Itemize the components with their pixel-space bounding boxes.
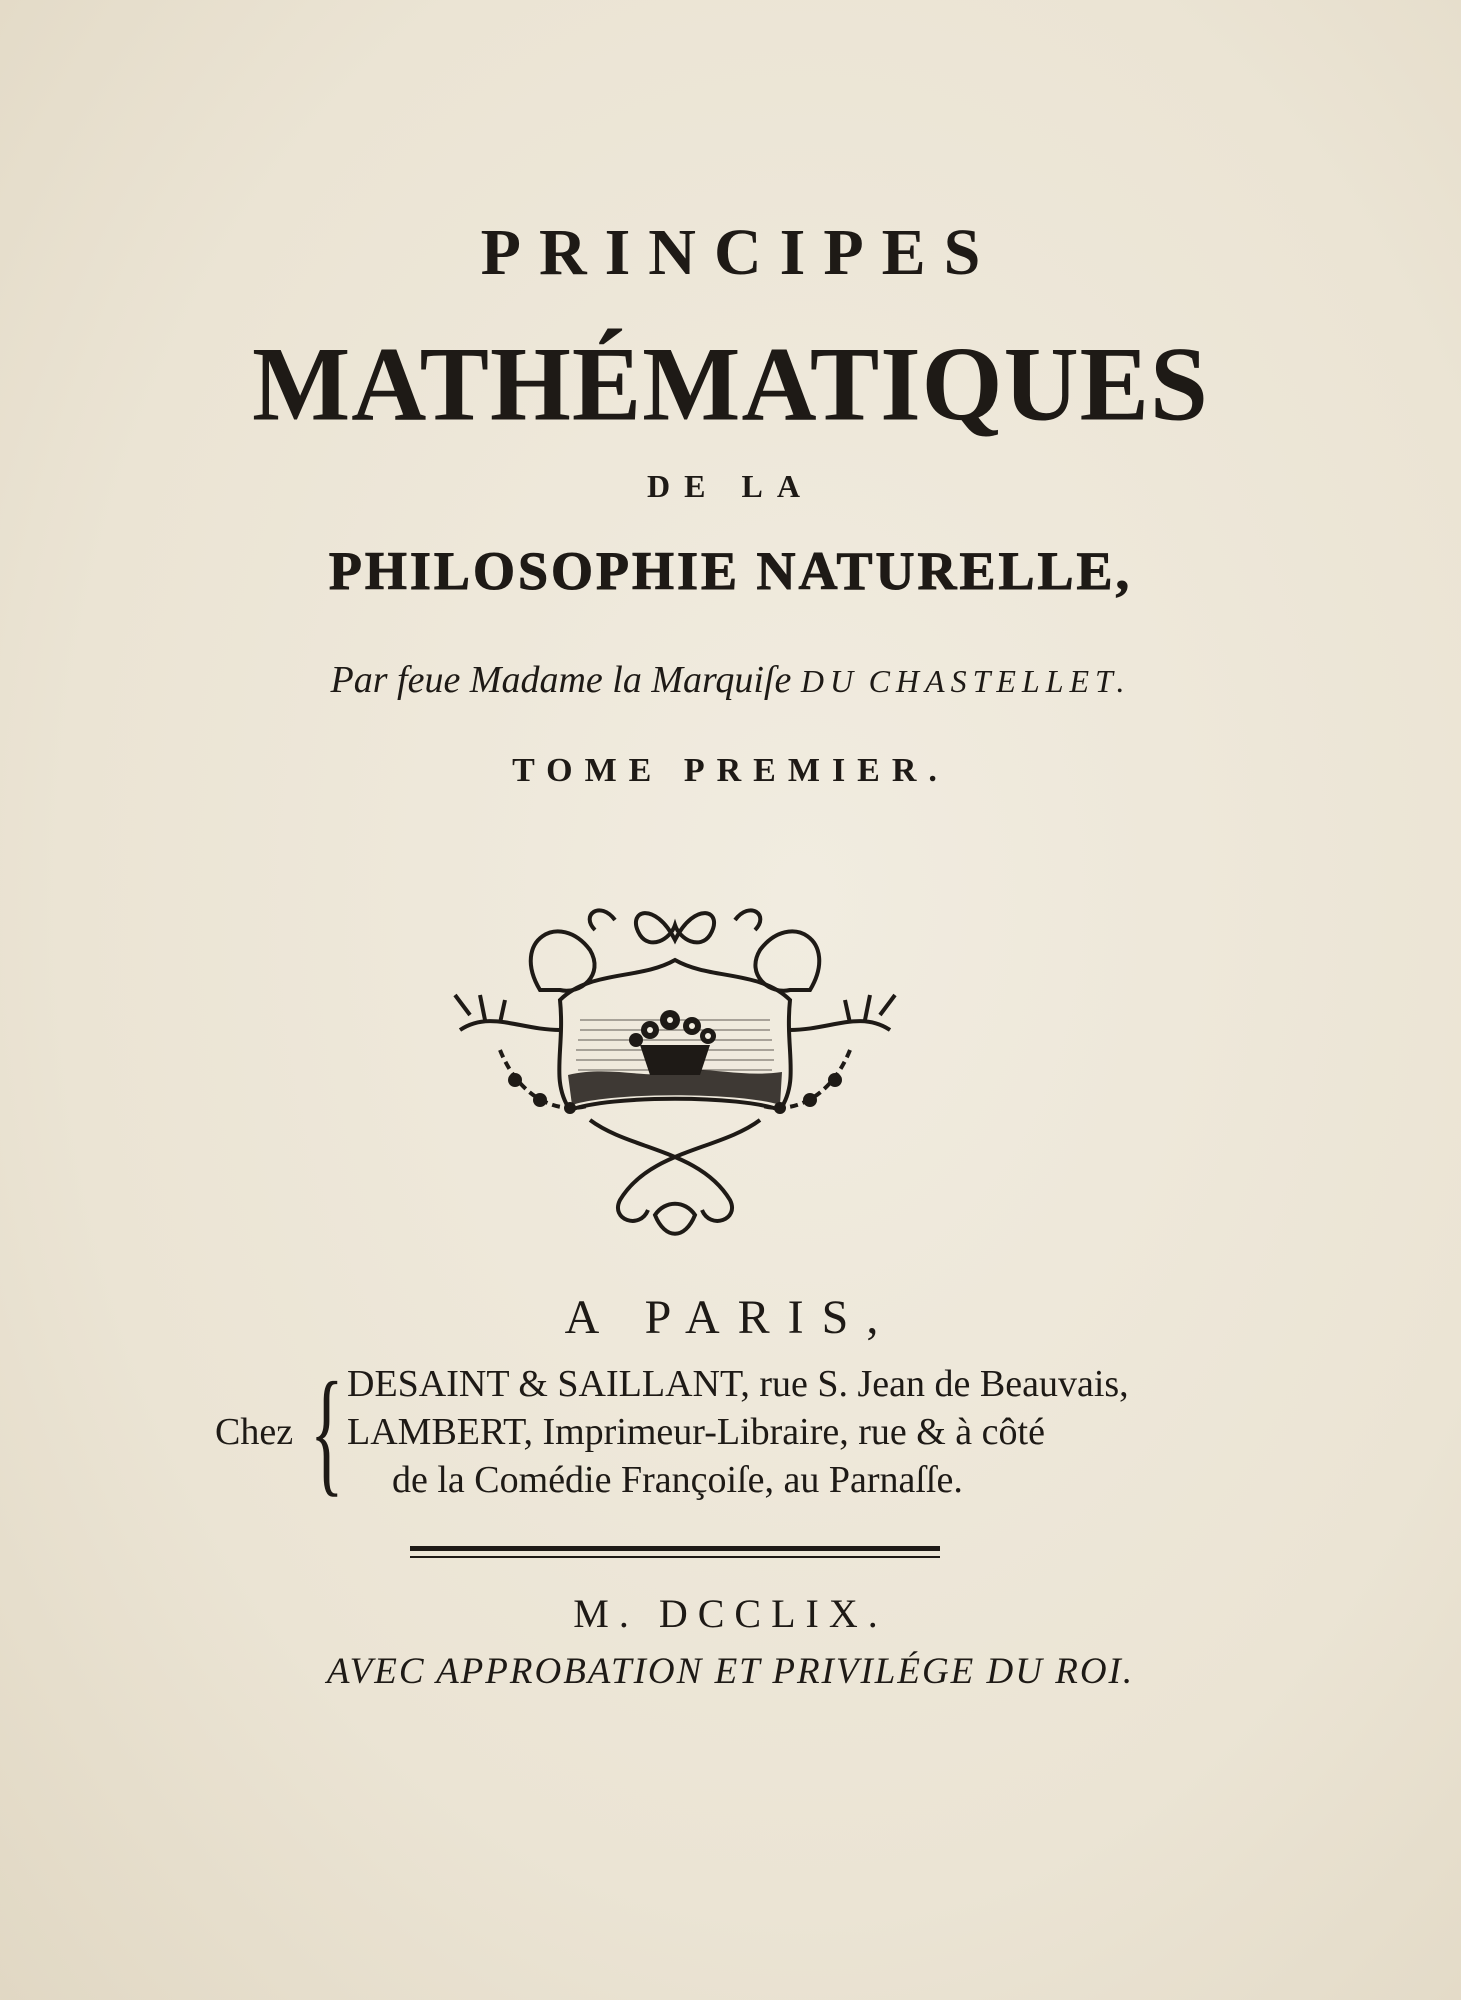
publication-year: M. DCCLIX. bbox=[573, 1591, 888, 1636]
title-line-philosophie-text: PHILOSOPHIE NATURELLE, bbox=[328, 541, 1133, 601]
author-prefix: Par feue Madame la Marquiſe bbox=[330, 659, 792, 701]
publisher-block bbox=[215, 1354, 1255, 1512]
imprint-city: A PARIS, bbox=[564, 1291, 897, 1344]
privilege-line: AVEC APPROBATION ET PRIVILÉGE DU ROI. bbox=[326, 1651, 1135, 1692]
author-line bbox=[0, 658, 1461, 702]
volume-label: TOME PREMIER. bbox=[512, 752, 949, 789]
publisher-line-3: de la Comédie Françoiſe, au Parnaſſe. bbox=[392, 1459, 963, 1501]
title-line-philosophie bbox=[0, 540, 1461, 602]
author-du: DU bbox=[800, 663, 860, 699]
publisher-line-2: LAMBERT, Imprimeur-Libraire, rue & à côté bbox=[347, 1411, 1045, 1453]
title-line-principes: PRINCIPES bbox=[480, 216, 999, 289]
curly-brace-icon: { bbox=[310, 1354, 344, 1509]
floral-basket-vignette bbox=[440, 880, 910, 1240]
title-line-de-la: DE LA bbox=[647, 468, 814, 504]
double-rule-thin bbox=[410, 1556, 940, 1558]
publisher-line-1: DESAINT & SAILLANT, rue S. Jean de Beauvais, bbox=[347, 1363, 1129, 1405]
title-line-mathematiques: MATHÉMATIQUES bbox=[252, 325, 1209, 444]
chez-label: Chez bbox=[215, 1411, 294, 1453]
author-name: CHASTELLET. bbox=[868, 663, 1131, 699]
double-rule-thick bbox=[410, 1546, 940, 1551]
